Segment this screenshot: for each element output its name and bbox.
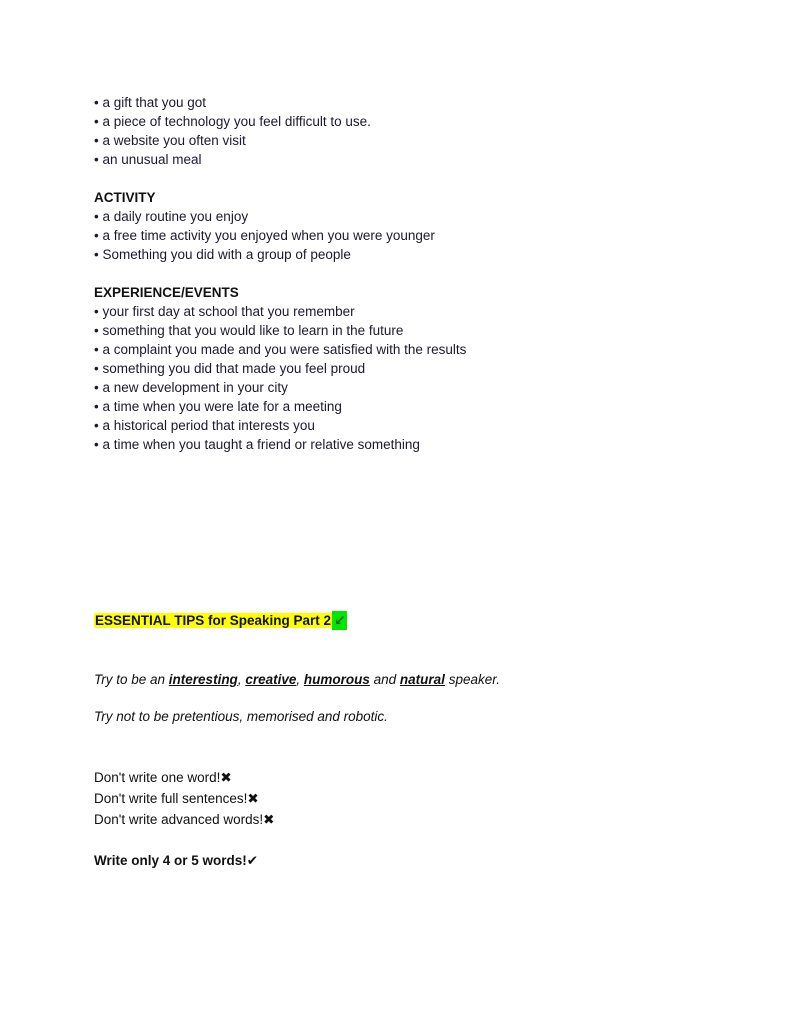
experience-section — [94, 283, 734, 454]
list-item: • Something you did with a group of people — [94, 245, 734, 264]
experience-heading: EXPERIENCE/EVENTS — [94, 285, 239, 300]
list-item: • an unusual meal — [94, 150, 734, 169]
list-item: • something you did that made you feel proud — [94, 359, 734, 378]
list-item: • a free time activity you enjoyed when you were younger — [94, 226, 734, 245]
dont-item — [94, 767, 734, 788]
tip-line-1 — [94, 670, 734, 689]
list-item: • a piece of technology you feel difficult to use. — [94, 112, 734, 131]
list-item: • a complaint you made and you were satisfied with the results — [94, 340, 734, 359]
list-item: • a website you often visit — [94, 131, 734, 150]
cross-icon: ✖ — [220, 770, 232, 785]
dont-item — [94, 809, 734, 830]
tip-text: Try to be an — [94, 672, 169, 687]
activity-heading: ACTIVITY — [94, 190, 156, 205]
list-item: • a time when you taught a friend or relative something — [94, 435, 734, 454]
tip-text: and — [369, 672, 400, 687]
arrow-check-icon: ↙ — [334, 613, 346, 628]
list-item: • a new development in your city — [94, 378, 734, 397]
tips-title — [94, 611, 734, 630]
tip-text: speaker. — [444, 672, 500, 687]
dont-text: Don't write full sentences! — [94, 791, 248, 806]
tip-text: , — [296, 672, 304, 687]
list-item: • a gift that you got — [94, 93, 734, 112]
emphasis-word: natural — [399, 672, 445, 687]
activity-section — [94, 188, 734, 264]
tip-line-2 — [94, 707, 734, 726]
list-item: • a historical period that interests you — [94, 416, 734, 435]
cross-icon: ✖ — [247, 791, 259, 806]
dont-item — [94, 788, 734, 809]
list-item: • a daily routine you enjoy — [94, 207, 734, 226]
donts-list — [94, 767, 734, 830]
tip-text: Try not to be pretentious, memorised and robotic. — [94, 709, 388, 724]
dont-text: Don't write one word! — [94, 770, 221, 785]
do-item — [94, 850, 734, 871]
check-icon: ✔ — [246, 853, 259, 868]
dont-text: Don't write advanced words! — [94, 812, 264, 827]
tip-text: , — [237, 672, 246, 687]
emphasis-word: humorous — [303, 672, 370, 687]
list-item: • something that you would like to learn in the future — [94, 321, 734, 340]
list-item: • a time when you were late for a meeting — [94, 397, 734, 416]
objects-list — [94, 93, 734, 169]
emphasis-word: interesting — [168, 672, 238, 687]
list-item: • your first day at school that you remember — [94, 302, 734, 321]
tips-title-text: ESSENTIAL TIPS for Speaking Part 2 — [95, 613, 332, 628]
cross-icon: ✖ — [263, 812, 275, 827]
emphasis-word: creative — [245, 672, 297, 687]
do-text: Write only 4 or 5 words! — [94, 853, 247, 868]
